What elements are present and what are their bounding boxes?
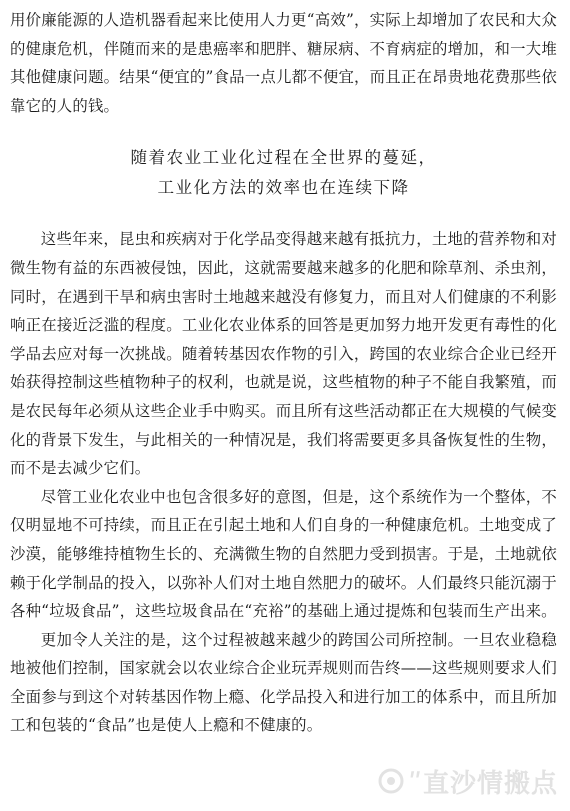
paragraph-3: 更加令人关注的是，这个过程被越来越少的跨国公司所控制。一旦农业稳稳地被他们控制，国家就会以农业综合企业玩弄规则而告终——这些规则要求人们全面参与到这个对转基因作物上瘾、化学品投入和进行加工的体系中，而且所加工和包装的“食品”也是使人上瘾和不健康的。 <box>10 630 557 735</box>
watermark-text: ʺ直沙情搬点 <box>408 768 558 799</box>
subtitle-line-1: 随着农业工业化过程在全世界的蔓延， <box>130 148 437 168</box>
subtitle-line-2: 工业化方法的效率也在连续下降 <box>157 178 410 198</box>
paragraph-intro: 用价廉能源的人造机器看起来比使用人力更“高效”，实际上却增加了农民和大众的健康危机，伴随而来的是患癌率和肥胖、糖尿病、不育病症的增加，和一大堆其他健康问题。结果“便宜的”食品一点儿都不便宜，而且正在昂贵地花费那些依靠它的人的钱。 <box>10 11 557 115</box>
paragraph-1: 这些年来，昆虫和疾病对于化学品变得越来越有抵抗力，土地的营养物和对微生物有益的东西被侵蚀，因此，这就需要越来越多的化肥和除草剂、杀虫剂，同时，在遇到干旱和病虫害时土地越来越没有修复力，而且对人们健康的不利影响正在接近泛滥的程度。工业化农业体系的回答是更加努力地开发更有毒性的化学品去应对每一次挑战。随着转基因农作物的引入，跨国的农业综合企业已经开始获得控制这些植物种子的权利，也就是说，这些植物的种子不能自我繁殖，而是农民每年必须从这些企业手中购买。而且所有这些活动都正在大规模的气候变化的背景下发生，与此相关的一种情况是，我们将需要更多具备恢复性的生物，而不是去减少它们。 <box>10 230 557 478</box>
section-subtitle <box>10 143 557 203</box>
paragraph-2: 尽管工业化农业中也包含很多好的意图，但是，这个系统作为一个整体，不仅明显地不可持续，而且正在引起土地和人们自身的一种健康危机。土地变成了沙漠，能够维持植物生长的、充满微生物的自然肥力受到损害。于是，土地就依赖于化学制品的投入，以弥补人们对土地自然肥力的破坏。人们最终只能沉溺于各种“垃圾食品”，这些垃圾食品在“充裕”的基础上通过提炼和包装而生产出来。 <box>10 487 557 621</box>
